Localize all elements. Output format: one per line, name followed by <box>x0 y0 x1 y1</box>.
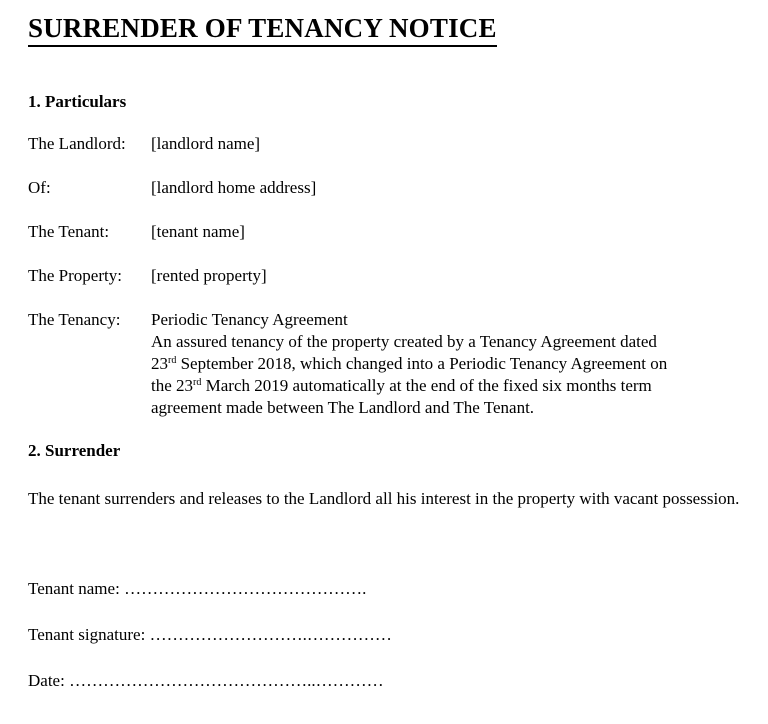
tenant-name-line <box>28 578 742 600</box>
tenancy-details <box>151 309 742 419</box>
tenant-name-label: Tenant name: <box>28 579 120 599</box>
tenancy-description-text: September 2018, which changed into a Periodic Tenancy Agreement on <box>176 354 668 374</box>
section-heading-particulars: 1. Particulars <box>28 92 127 112</box>
particulars-row-tenant <box>28 221 742 243</box>
tenancy-agreement-type: Periodic Tenancy Agreement <box>151 310 348 330</box>
row-label-landlord: The Landlord: <box>28 134 126 154</box>
particulars-row-property <box>28 265 742 287</box>
tenancy-description-text: the 23 <box>151 376 194 396</box>
tenant-signature-label: Tenant signature: <box>28 625 146 645</box>
particulars-rows <box>28 133 742 419</box>
tenancy-description-line-4: agreement made between The Landlord and The Tenant. <box>151 398 535 418</box>
row-label-tenancy: The Tenancy: <box>28 310 121 330</box>
tenancy-description-line-3 <box>151 375 742 397</box>
section-heading-surrender: 2. Surrender <box>28 441 121 461</box>
particulars-row-tenancy <box>28 309 742 419</box>
date-label: Date: <box>28 671 65 691</box>
tenant-signature-line <box>28 624 742 646</box>
row-value-landlord-address: [landlord home address] <box>151 178 317 198</box>
row-value-landlord: [landlord name] <box>151 134 261 154</box>
tenancy-description-text: March 2019 automatically at the end of the fixed six months term <box>201 376 652 396</box>
page-title: SURRENDER OF TENANCY NOTICE <box>28 12 497 47</box>
tenant-name-dotted-line: ……………………………………. <box>124 579 367 599</box>
tenancy-description-text: 23 <box>151 354 168 374</box>
particulars-row-landlord-address <box>28 177 742 199</box>
tenant-signature-dotted-line: ……………………….…………… <box>149 625 392 645</box>
ordinal-suffix: rd <box>193 377 202 389</box>
row-label-landlord-address: Of: <box>28 178 51 198</box>
signature-block <box>28 578 742 692</box>
date-line <box>28 670 742 692</box>
tenancy-description-line-1: An assured tenancy of the property created by a Tenancy Agreement dated <box>151 332 657 352</box>
surrender-paragraph: The tenant surrenders and releases to the Landlord all his interest in the property with vacant possession. <box>28 489 740 509</box>
row-label-tenant: The Tenant: <box>28 222 110 242</box>
row-label-property: The Property: <box>28 266 122 286</box>
date-dotted-line: ……………………………………..………… <box>69 671 384 691</box>
row-value-tenant: [tenant name] <box>151 222 245 242</box>
ordinal-suffix: rd <box>168 355 177 367</box>
particulars-row-landlord <box>28 133 742 155</box>
row-value-property: [rented property] <box>151 266 267 286</box>
tenancy-description-line-2 <box>151 353 742 375</box>
